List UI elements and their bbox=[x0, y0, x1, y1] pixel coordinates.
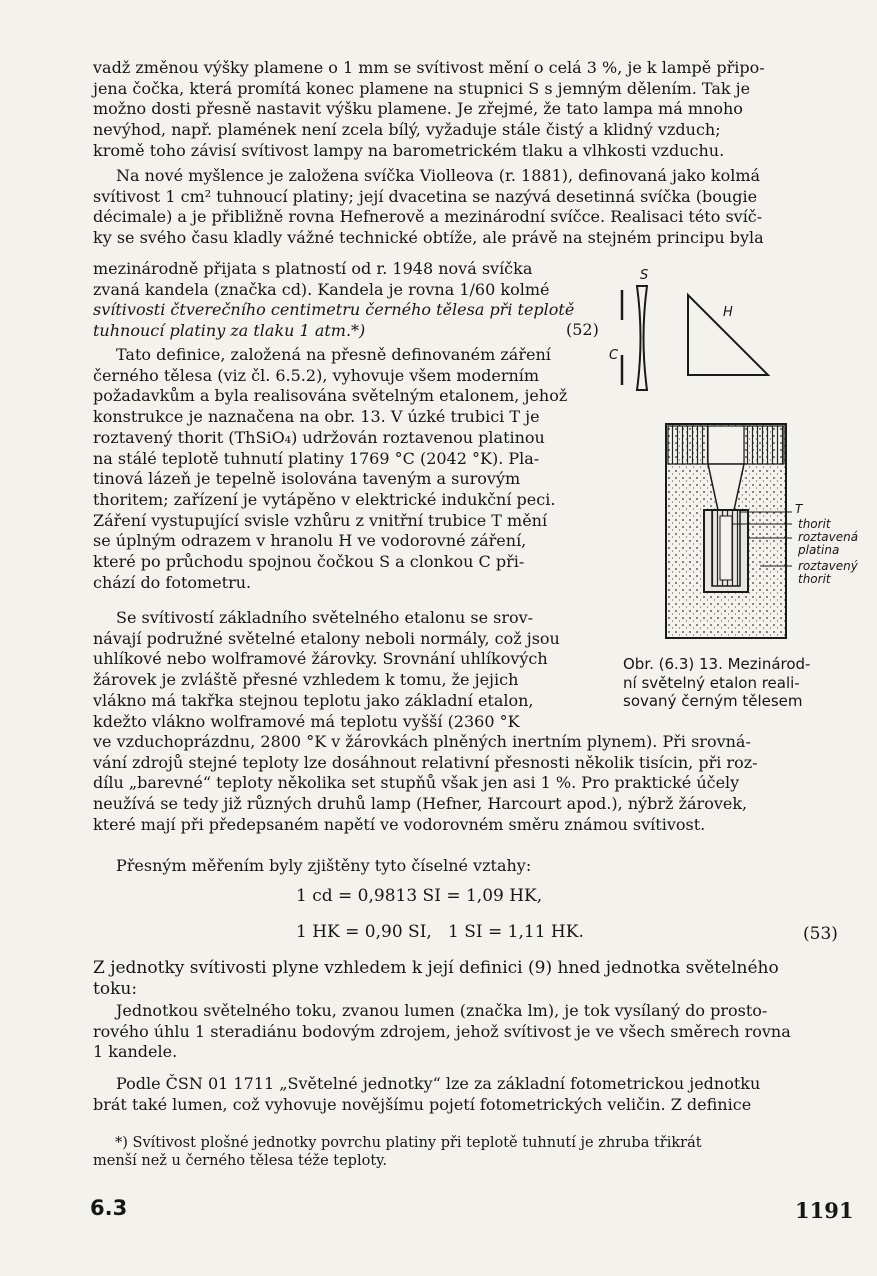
text-line: možno dosti přesně nastavit výšku plamene. Je zřejmé, že tato lampa má mnoho bbox=[93, 99, 743, 119]
footnote bbox=[93, 1134, 839, 1170]
text-line: se úplným odrazem v hranolu H ve vodorovné záření, bbox=[93, 531, 527, 551]
paragraph-secondary-standards-cont bbox=[93, 732, 839, 836]
top-block-right bbox=[744, 426, 784, 464]
label-thorit: thorit bbox=[798, 517, 831, 531]
text-line: tuhnoucí platiny za tlaku 1 atm.*) bbox=[93, 321, 366, 341]
page-number: 1191 bbox=[795, 1198, 854, 1223]
equation-line-2: 1 HK = 0,90 SI, 1 SI = 1,11 HK. bbox=[296, 922, 584, 942]
paragraph-etalon-construction bbox=[93, 345, 598, 593]
paragraph-secondary-standards bbox=[93, 608, 598, 732]
text-line: Na nové myšlence je založena svíčka Violleova (r. 1881), definovaná jako kolmá bbox=[116, 166, 761, 185]
top-opening bbox=[708, 426, 744, 464]
text-line: ní světelný etalon reali- bbox=[623, 673, 800, 692]
label-roztaveny-thorit bbox=[798, 560, 858, 586]
text-line: žárovek je zvláště přesné vzhledem k tomu, že jejich bbox=[93, 670, 519, 690]
paragraph-violle-candle bbox=[93, 166, 839, 249]
text-line: které po průchodu spojnou čočkou S a clonkou C při- bbox=[93, 552, 525, 572]
text-line: 1 kandele. bbox=[93, 1042, 178, 1062]
text-line: Přesným měřením byly zjištěny tyto číselné vztahy: bbox=[116, 856, 532, 875]
text-line: *) Svítivost plošné jednotky povrchu platiny při teplotě tuhnutí je zhruba třikrát bbox=[115, 1135, 702, 1151]
text-line: Tato definice, založená na přesně definovaném záření bbox=[116, 345, 551, 364]
text-line: požadavkům a byla realisována světelným etalonem, jehož bbox=[93, 386, 568, 406]
paragraph-lumen-definition bbox=[93, 1001, 839, 1063]
equation-line-1: 1 cd = 0,9813 SI = 1,09 HK, bbox=[296, 886, 543, 906]
text-line: kdežto vlákno wolframové má teplotu vyšší (2360 °K bbox=[93, 711, 520, 731]
text-line: konstrukce je naznačena na obr. 13. V úzké trubici T je bbox=[93, 407, 540, 427]
text-line: ve vzduchoprázdnu, 2800 °K v žárovkách plněných inertním plynem). Při srovná- bbox=[93, 732, 751, 751]
text-line: Obr. (6.3) 13. Mezinárod- bbox=[623, 655, 811, 673]
label-t: T bbox=[795, 502, 803, 516]
text-line: zvaná kandela (značka cd). Kandela je rovna 1/60 kolmé bbox=[93, 279, 550, 299]
text-line: mezinárodně přijata s platností od r. 1948 nová svíčka bbox=[93, 259, 533, 278]
text-line: platina bbox=[798, 543, 840, 557]
inner-tube bbox=[720, 516, 732, 580]
text-line: thorit bbox=[798, 572, 831, 586]
text-line: Se svítivostí základního světelného etalonu se srov- bbox=[116, 608, 534, 627]
text-line: svítivost 1 cm² tuhnoucí platiny; její dvacetina se nazývá desetinná svíčka (bougie bbox=[93, 186, 758, 206]
top-block-left bbox=[668, 426, 708, 464]
text-line: chází do fotometru. bbox=[93, 572, 252, 592]
text-line: dílu „barevné“ teploty několika set stupňů však jen asi 1 %. Pro praktické účely bbox=[93, 773, 740, 793]
equation-number-53: (53) bbox=[803, 924, 838, 944]
paragraph-lamp-description bbox=[93, 58, 839, 162]
label-c: C bbox=[609, 348, 619, 363]
lens-icon bbox=[637, 286, 647, 390]
text-line: nevýhod, např. plamének není zcela bílý, vyžaduje stále čistý a klidný vzduch; bbox=[93, 120, 721, 140]
text-line: thoritem; zařízení je vytápěno v elektrické indukční peci. bbox=[93, 489, 556, 509]
text-line: rového úhlu 1 steradiánu bodovým zdrojem, jehož svítivost je ve všech směrech rovna bbox=[93, 1021, 791, 1041]
label-h: H bbox=[723, 305, 733, 320]
text-line: neužívá se tedy již různých druhů lamp (Hefner, Harcourt apod.), nýbrž žárovek, bbox=[93, 794, 748, 814]
text-line: uhlíkové nebo wolframové žárovky. Srovnání uhlíkových bbox=[93, 649, 548, 669]
text-line: které mají při předepsaném napětí ve vodorovném směru známou svítivost. bbox=[93, 814, 706, 834]
paragraph-csn-standard bbox=[93, 1074, 839, 1115]
text-line: roztavená bbox=[798, 530, 859, 544]
text-line: vadž změnou výšky plamene o 1 mm se svítivost mění o celá 3 %, je k lampě připo- bbox=[93, 58, 765, 77]
text-line: kromě toho závisí svítivost lampy na barometrickém tlaku a vlhkosti vzduchu. bbox=[93, 140, 725, 160]
text-line: Jednotkou světelného toku, zvanou lumen (značka lm), je tok vysílaný do prosto- bbox=[116, 1001, 768, 1020]
text-line: svítivosti čtverečního centimetru černého tělesa při teplotě bbox=[93, 300, 575, 320]
label-roztavena-platina bbox=[798, 531, 858, 557]
text-line: vlákno má takřka stejnou teplotu jako základní etalon, bbox=[93, 690, 534, 710]
equation-number-52: (52) bbox=[566, 320, 599, 339]
section-number: 6.3 bbox=[90, 1196, 128, 1220]
text-line: sovaný černým tělesem bbox=[623, 692, 803, 710]
text-line: brát také lumen, což vyhovuje novějšímu pojetí fotometrických veličin. Z definice bbox=[93, 1094, 752, 1114]
text-line: na stálé teplotě tuhnutí platiny 1769 °C (2042 °K). Pla- bbox=[93, 448, 540, 468]
label-s: S bbox=[640, 268, 649, 283]
text-line: návají podružné světelné etalony neboli normály, což jsou bbox=[93, 628, 560, 648]
paragraph-luminous-flux bbox=[93, 958, 839, 1000]
text-line: tinová lázeň je tepelně isolována taveným a surovým bbox=[93, 469, 521, 489]
text-line: roztavený bbox=[798, 559, 858, 573]
text-line: toku: bbox=[93, 979, 138, 999]
text-line: Podle ČSN 01 1711 „Světelné jednotky“ lze za základní fotometrickou jednotku bbox=[116, 1074, 761, 1093]
text-line: décimale) a je přibližně rovna Hefnerově a mezinárodní svíčce. Realisaci této svíč- bbox=[93, 207, 763, 227]
text-line: ky se svého času kladly vážné technické obtíže, ale právě na stejném principu byla bbox=[93, 228, 764, 248]
text-line: Záření vystupující svisle vzhůru z vnitřní trubice T mění bbox=[93, 510, 548, 530]
text-line: roztavený thorit (ThSiO₄) udržován roztavenou platinou bbox=[93, 427, 545, 447]
paragraph-candela-definition bbox=[93, 259, 598, 342]
figure-optics-diagram bbox=[600, 270, 870, 410]
text-line: vání zdrojů stejné teploty lze dosáhnout relativní přesnosti několik tisícin, při roz- bbox=[93, 752, 758, 772]
text-line: menší než u černého tělesa téže teploty. bbox=[93, 1153, 388, 1169]
text-line: černého tělesa (viz čl. 6.5.2), vyhovuje všem moderním bbox=[93, 365, 540, 385]
text-line: Z jednotky svítivosti plyne vzhledem k její definici (9) hned jednotka světelného bbox=[93, 958, 779, 978]
paragraph-measurement-intro bbox=[93, 856, 839, 877]
text-line: jena čočka, která promítá konec plamene na stupnici S s jemným dělením. Tak je bbox=[93, 78, 751, 98]
figure-caption bbox=[623, 655, 839, 711]
